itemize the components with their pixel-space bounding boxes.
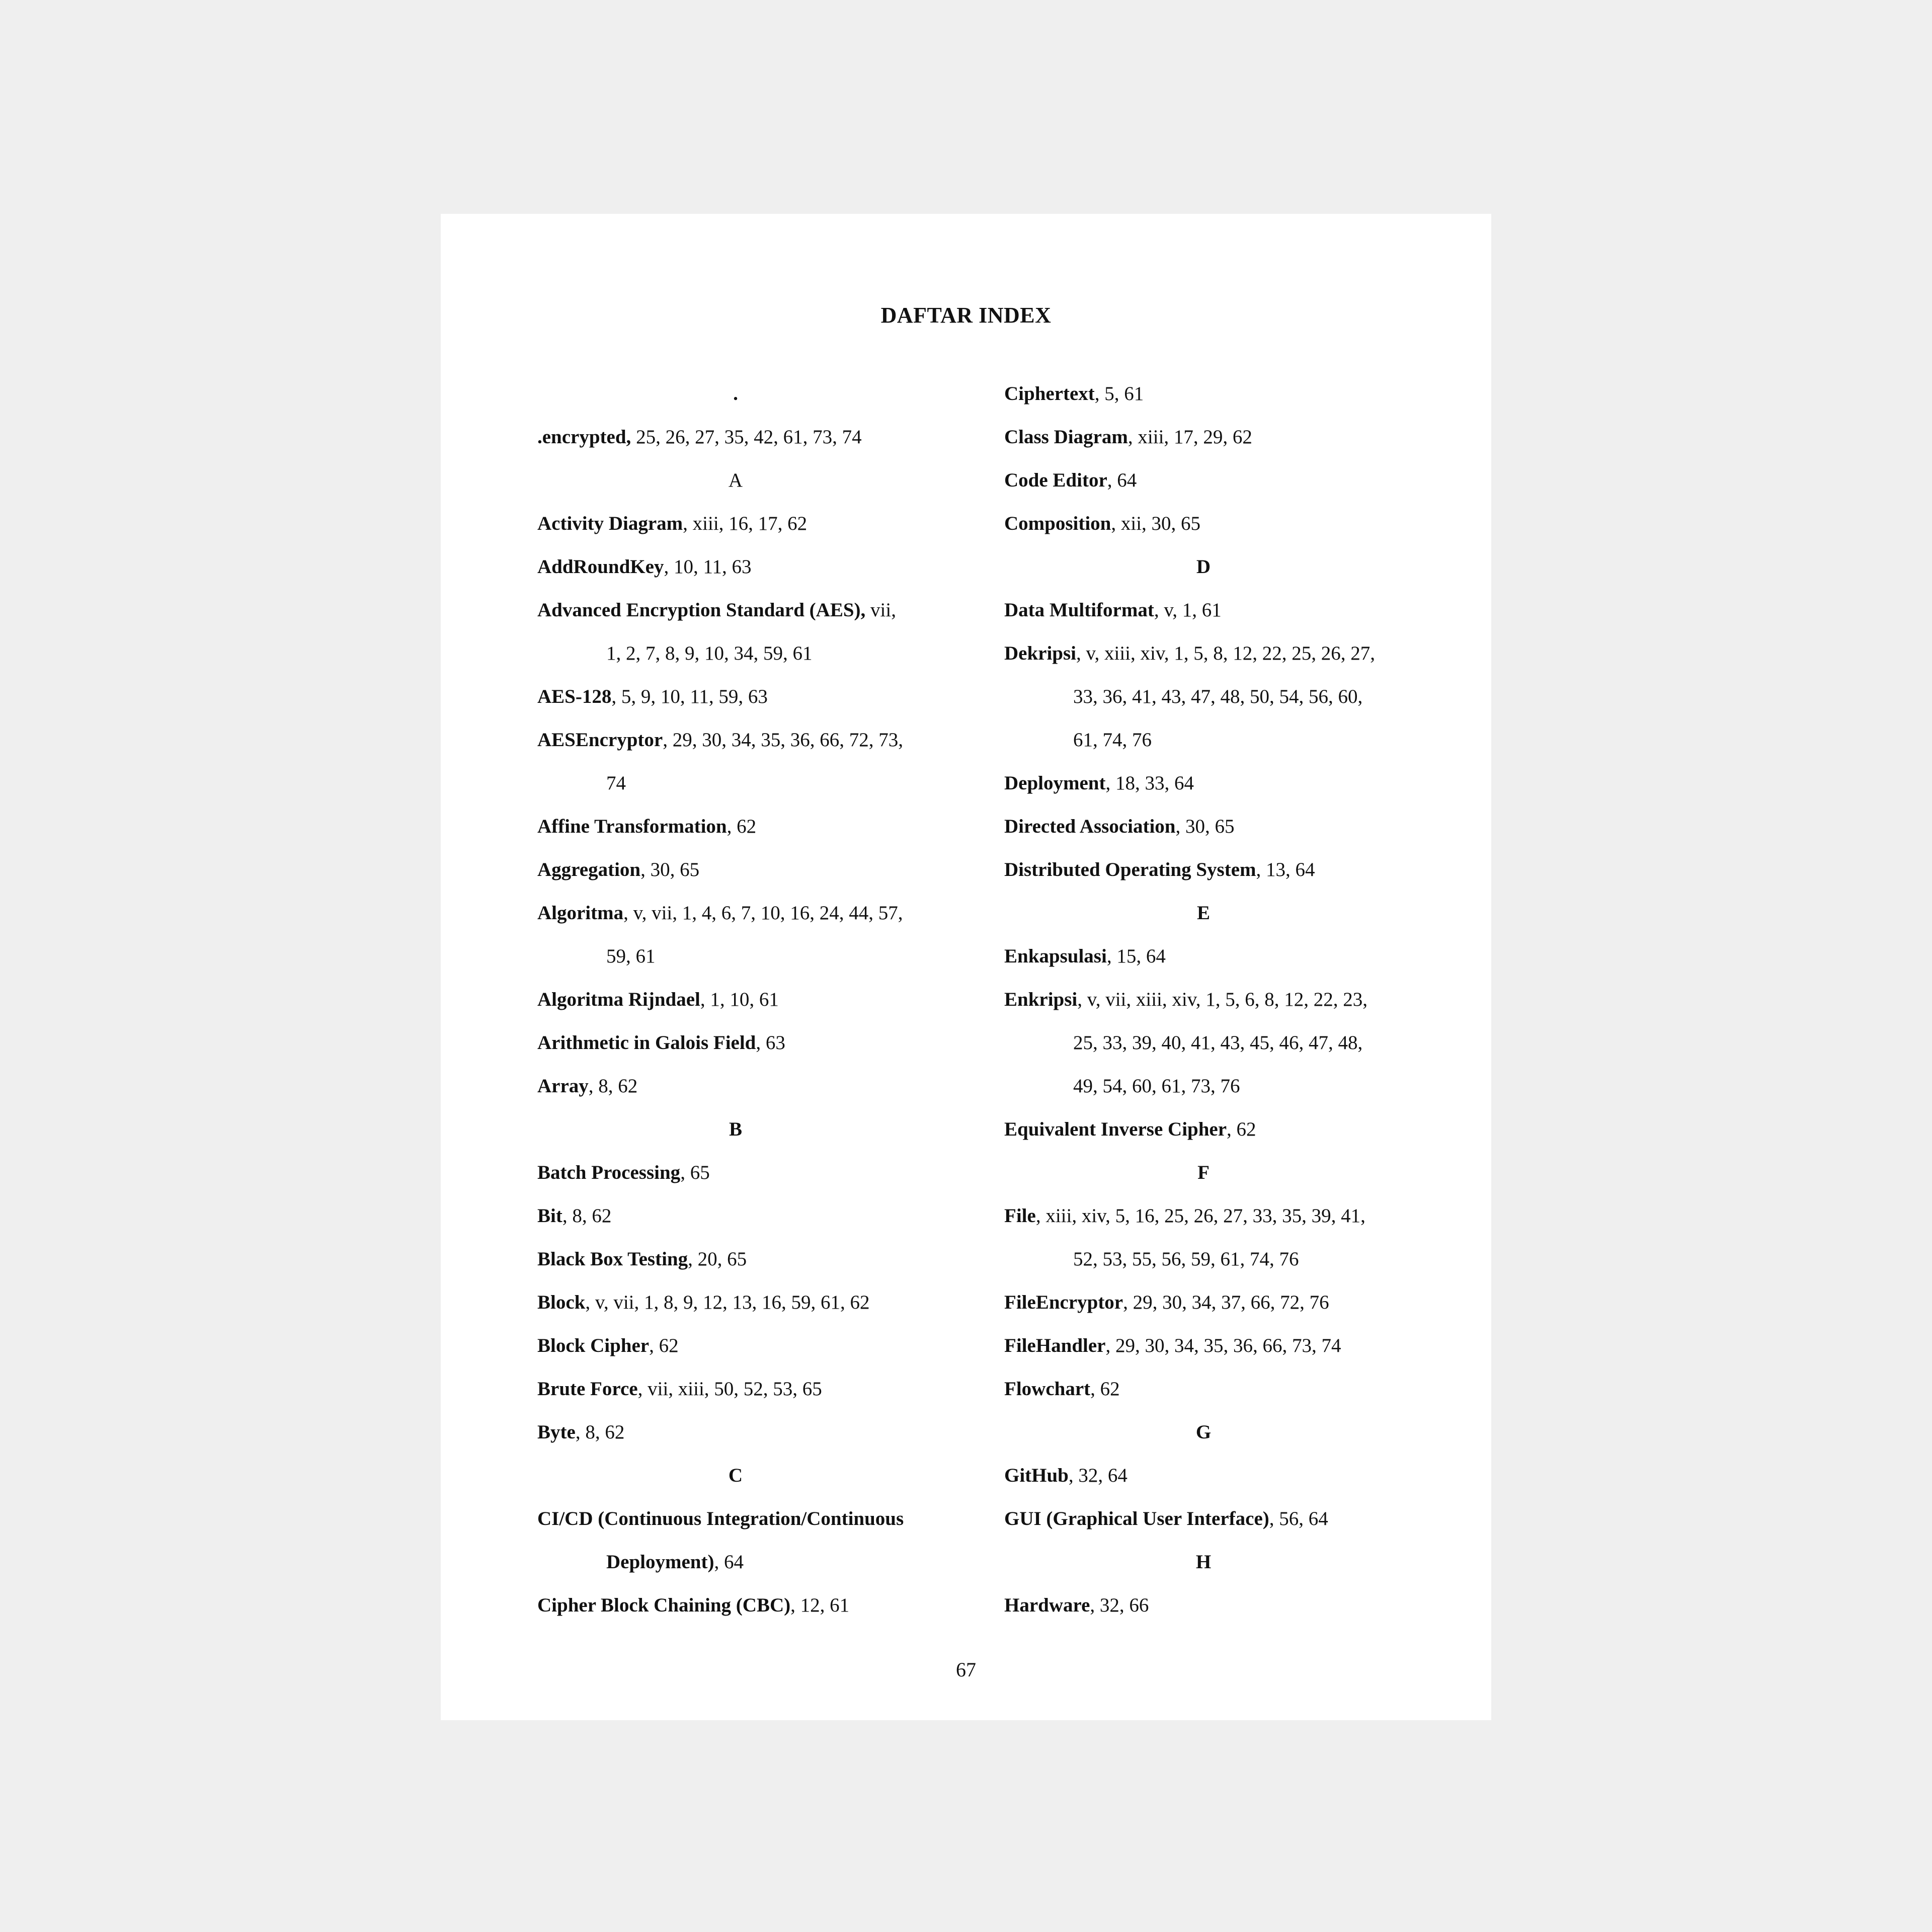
entry-pages: , 64 — [1107, 469, 1137, 491]
index-entry — [537, 1411, 934, 1454]
entry-pages: , 29, 30, 34, 35, 36, 66, 72, 73, — [663, 729, 903, 751]
entry-pages: , vii, xiii, 50, 52, 53, 65 — [637, 1378, 822, 1400]
entry-term: Distributed Operating System — [1004, 859, 1256, 880]
index-entry — [537, 1367, 934, 1411]
entry-term: File — [1004, 1205, 1036, 1227]
index-entry — [1004, 459, 1417, 502]
entry-term: Bit — [537, 1205, 562, 1227]
entry-term: Data Multiformat — [1004, 599, 1154, 621]
entry-term: Class Diagram — [1004, 426, 1128, 448]
entry-term: AES-128 — [537, 686, 612, 707]
entry-pages: 25, 26, 27, 35, 42, 61, 73, 74 — [631, 426, 862, 448]
index-section-letter — [537, 372, 934, 416]
entry-term: Batch Processing — [537, 1162, 681, 1183]
index-entry — [1004, 1497, 1417, 1541]
index-section-letter — [1004, 1541, 1417, 1584]
index-entry-continuation — [537, 762, 934, 805]
index-entry — [1004, 1194, 1417, 1238]
entry-term: Array — [537, 1075, 589, 1097]
entry-term: Activity Diagram — [537, 513, 683, 534]
index-entry — [537, 1194, 934, 1238]
section-letter: D — [1196, 556, 1211, 578]
index-entry — [537, 1238, 934, 1281]
entry-term: Dekripsi — [1004, 642, 1077, 664]
entry-pages: , 20, 65 — [688, 1248, 747, 1270]
index-entry — [1004, 632, 1417, 675]
index-entry — [537, 805, 934, 848]
index-entry-continuation — [1004, 1238, 1417, 1281]
index-entry — [1004, 416, 1417, 459]
entry-pages: 1, 2, 7, 8, 9, 10, 34, 59, 61 — [606, 642, 813, 664]
entry-term: .encrypted, — [537, 426, 631, 448]
entry-term: Cipher Block Chaining (CBC) — [537, 1594, 791, 1616]
index-entry — [537, 416, 934, 459]
entry-pages: , 8, 62 — [575, 1421, 625, 1443]
entry-pages: , 32, 64 — [1068, 1465, 1128, 1486]
index-entry-continuation — [1004, 675, 1417, 718]
index-entry — [537, 1021, 934, 1065]
entry-term: Equivalent Inverse Cipher — [1004, 1118, 1227, 1140]
entry-pages: , 62 — [727, 816, 757, 837]
entry-term: FileEncryptor — [1004, 1292, 1123, 1313]
index-entry — [1004, 502, 1417, 545]
index-entry — [1004, 372, 1417, 416]
index-entry — [537, 978, 934, 1021]
index-entry — [1004, 848, 1417, 892]
entry-term: Aggregation — [537, 859, 641, 880]
entry-term: Hardware — [1004, 1594, 1090, 1616]
index-entry — [537, 1281, 934, 1324]
index-entry — [1004, 1108, 1417, 1151]
index-column-right — [1004, 372, 1417, 1627]
index-section-letter — [537, 1454, 934, 1497]
entry-term: Enkapsulasi — [1004, 945, 1107, 967]
entry-pages: 49, 54, 60, 61, 73, 76 — [1073, 1075, 1240, 1097]
entry-pages: , 18, 33, 64 — [1105, 772, 1194, 794]
section-letter: A — [728, 469, 743, 491]
index-entry — [1004, 1281, 1417, 1324]
index-entry-continuation — [1004, 718, 1417, 762]
entry-pages: , 64 — [714, 1551, 744, 1573]
index-entry — [537, 1065, 934, 1108]
entry-pages: , 5, 9, 10, 11, 59, 63 — [611, 686, 768, 707]
entry-term: Black Box Testing — [537, 1248, 688, 1270]
index-entry — [1004, 978, 1417, 1021]
entry-pages: , xiii, 17, 29, 62 — [1128, 426, 1252, 448]
index-entry — [537, 848, 934, 892]
entry-pages: , 62 — [1227, 1118, 1256, 1140]
entry-pages: , 29, 30, 34, 37, 66, 72, 76 — [1123, 1292, 1329, 1313]
entry-pages: , 63 — [756, 1032, 785, 1054]
index-entry — [1004, 805, 1417, 848]
entry-pages: , 29, 30, 34, 35, 36, 66, 73, 74 — [1105, 1335, 1341, 1356]
index-entry — [537, 675, 934, 718]
index-section-letter — [1004, 1151, 1417, 1194]
entry-pages: , 1, 10, 61 — [700, 989, 779, 1010]
entry-term: Algoritma Rijndael — [537, 989, 700, 1010]
entry-pages: , 62 — [1090, 1378, 1120, 1400]
entry-pages: , xiii, xiv, 5, 16, 25, 26, 27, 33, 35, 39, 41, — [1035, 1205, 1365, 1227]
index-entry — [1004, 935, 1417, 978]
index-entry — [537, 589, 934, 632]
entry-term: Ciphertext — [1004, 383, 1095, 405]
entry-term: FileHandler — [1004, 1335, 1106, 1356]
entry-term: Advanced Encryption Standard (AES), — [537, 599, 866, 621]
index-column-left — [537, 372, 934, 1627]
entry-pages: , 15, 64 — [1106, 945, 1166, 967]
entry-pages: , 10, 11, 63 — [664, 556, 752, 578]
index-entry — [1004, 589, 1417, 632]
entry-pages: , v, vii, 1, 4, 6, 7, 10, 16, 24, 44, 57, — [623, 902, 903, 924]
section-letter: C — [728, 1465, 743, 1486]
index-section-letter — [1004, 545, 1417, 589]
index-entry — [537, 1497, 934, 1541]
index-section-letter — [1004, 892, 1417, 935]
section-letter: B — [729, 1118, 742, 1140]
page-number: 67 — [956, 1658, 976, 1681]
index-section-letter — [1004, 1411, 1417, 1454]
entry-term: Arithmetic in Galois Field — [537, 1032, 756, 1054]
entry-term: AESEncryptor — [537, 729, 663, 751]
entry-pages: 59, 61 — [606, 945, 656, 967]
entry-pages: , v, vii, xiii, xiv, 1, 5, 6, 8, 12, 22, 23, — [1077, 989, 1367, 1010]
entry-pages: , v, vii, 1, 8, 9, 12, 13, 16, 59, 61, 62 — [585, 1292, 870, 1313]
section-letter: G — [1195, 1421, 1212, 1443]
entry-pages: , 65 — [680, 1162, 710, 1183]
document-page — [441, 214, 1491, 1720]
entry-term: CI/CD (Continuous Integration/Continuous — [537, 1508, 904, 1530]
entry-pages: , 30, 65 — [1175, 816, 1235, 837]
index-section-letter — [537, 459, 934, 502]
index-entry — [537, 545, 934, 589]
page-title: DAFTAR INDEX — [880, 303, 1052, 328]
entry-term: Block — [537, 1292, 586, 1313]
entry-term: Code Editor — [1004, 469, 1107, 491]
entry-pages: , xii, 30, 65 — [1111, 513, 1201, 534]
entry-term: Deployment) — [606, 1551, 714, 1573]
entry-term: Block Cipher — [537, 1335, 650, 1356]
index-entry — [537, 1151, 934, 1194]
entry-pages: , v, xiii, xiv, 1, 5, 8, 12, 22, 25, 26, 27, — [1076, 642, 1376, 664]
index-entry — [537, 1584, 934, 1627]
entry-pages: , 5, 61 — [1094, 383, 1144, 405]
index-entry-continuation — [537, 935, 934, 978]
entry-pages: , 62 — [649, 1335, 679, 1356]
entry-term: Composition — [1004, 513, 1111, 534]
index-entry-continuation — [537, 632, 934, 675]
entry-pages: 25, 33, 39, 40, 41, 43, 45, 46, 47, 48, — [1073, 1032, 1363, 1054]
entry-pages: , xiii, 16, 17, 62 — [683, 513, 808, 534]
index-entry — [537, 502, 934, 545]
entry-term: Flowchart — [1004, 1378, 1091, 1400]
entry-pages: 52, 53, 55, 56, 59, 61, 74, 76 — [1073, 1248, 1299, 1270]
index-entry — [1004, 1367, 1417, 1411]
entry-pages: , 8, 62 — [588, 1075, 638, 1097]
index-section-letter — [537, 1108, 934, 1151]
entry-pages: , 13, 64 — [1256, 859, 1315, 880]
index-entry-continuation — [1004, 1065, 1417, 1108]
entry-term: Enkripsi — [1004, 989, 1078, 1010]
entry-term: AddRoundKey — [537, 556, 664, 578]
entry-term: Algoritma — [537, 902, 624, 924]
entry-pages: 33, 36, 41, 43, 47, 48, 50, 54, 56, 60, — [1073, 686, 1363, 707]
entry-pages: , 12, 61 — [790, 1594, 850, 1616]
section-letter: F — [1197, 1162, 1210, 1183]
entry-pages: , 30, 65 — [640, 859, 700, 880]
section-letter: H — [1195, 1551, 1212, 1573]
index-entry — [537, 892, 934, 935]
entry-term: Affine Transformation — [537, 816, 727, 837]
entry-term: Deployment — [1004, 772, 1106, 794]
index-entry — [1004, 762, 1417, 805]
section-letter: E — [1196, 902, 1210, 924]
entry-pages: , v, 1, 61 — [1154, 599, 1222, 621]
entry-term: Directed Association — [1004, 816, 1176, 837]
index-entry-continuation — [1004, 1021, 1417, 1065]
entry-term: GUI (Graphical User Interface) — [1004, 1508, 1269, 1530]
entry-term: GitHub — [1004, 1465, 1069, 1486]
index-entry — [537, 718, 934, 762]
section-letter: . — [733, 383, 738, 405]
index-entry-continuation — [537, 1541, 934, 1584]
entry-pages: 61, 74, 76 — [1073, 729, 1152, 751]
entry-pages: , 56, 64 — [1269, 1508, 1328, 1530]
entry-pages: vii, — [865, 599, 896, 621]
index-entry — [537, 1324, 934, 1367]
entry-pages: , 32, 66 — [1090, 1594, 1149, 1616]
index-entry — [1004, 1324, 1417, 1367]
entry-term: Byte — [537, 1421, 576, 1443]
entry-term: Brute Force — [537, 1378, 638, 1400]
entry-pages: 74 — [606, 772, 626, 794]
index-entry — [1004, 1454, 1417, 1497]
entry-pages: , 8, 62 — [562, 1205, 612, 1227]
index-entry — [1004, 1584, 1417, 1627]
